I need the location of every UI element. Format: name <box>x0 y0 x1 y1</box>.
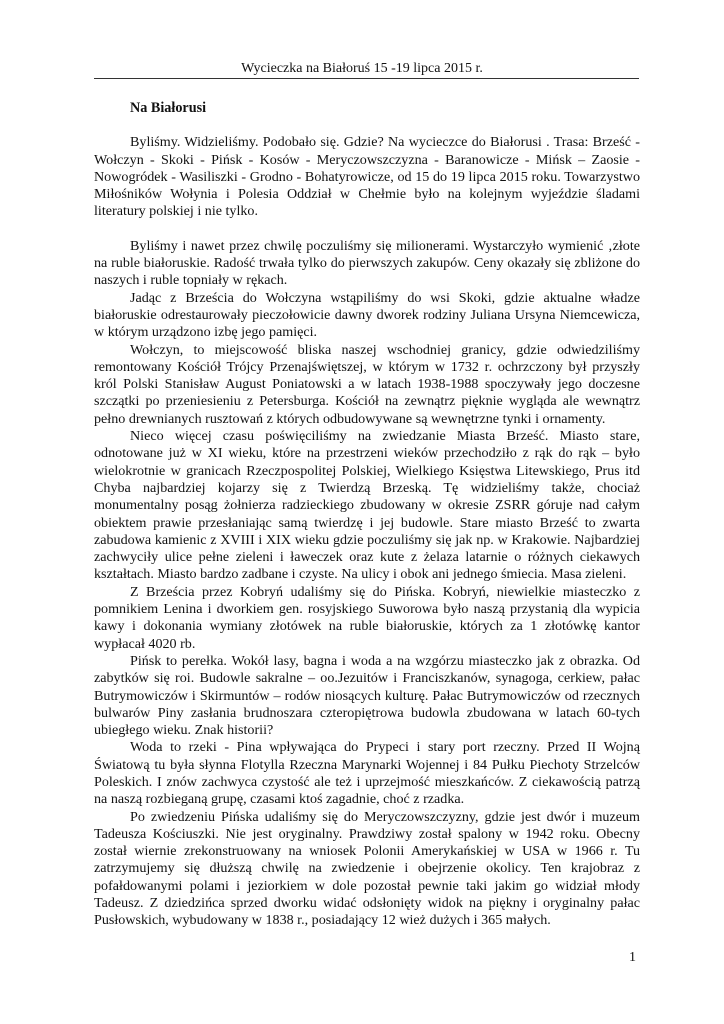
page-number: 1 <box>629 950 636 965</box>
paragraph: Z Brześcia przez Kobryń udaliśmy się do Pińska. Kobryń, niewielkie miasteczko z pomnikiem Lenina i dworkiem gen. rosyjskiego Suworowa było naszą przystanią dla wypicia kawy i dokonania wymiany złotówek na ruble białoruskie, których za 1 złotówkę kantor wypłacał 4020 rb. <box>94 583 640 652</box>
paragraph: Byliśmy i nawet przez chwilę poczuliśmy się milionerami. Wystarczyło wymienić ‚złote na ruble białoruskie. Radość trwała tylko do pierwszych zakupów. Ceny okazały się zbliżone do naszych i ruble topniały w rękach. <box>94 237 640 289</box>
document-body <box>94 100 640 930</box>
document-heading: Na Białorusi <box>130 100 207 116</box>
header-divider <box>94 78 639 79</box>
paragraph: Woda to rzeki - Pina wpływająca do Prypeci i stary port rzeczny. Przed II Wojną Światową tu była słynna Flotylla Rzeczna Marynarki Wojennej i 84 Pułku Piechoty Strzelców Poleskich. I znów zachwyca czystość ale też i uprzejmość mieszkańców. Z ciekawością patrzą na naszą rozbieganą grupę, czasami ktoś zagadnie, choć z rzadka. <box>94 739 640 808</box>
paragraph: Po zwiedzeniu Pińska udaliśmy się do Meryczowszczyzny, gdzie jest dwór i muzeum Tadeusza Kościuszki. Nie jest oryginalny. Prawdziwy został spalony w 1942 roku. Obecny został wiernie zrekonstruowany na wniosek Polonii Amerykańskiej w USA w 1966 r. Tu zatrzymujemy się dłuższą chwilę na zwiedzenie i obejrzenie okolicy. Ten krajobraz z pofałdowanymi polami i jeziorkiem w dole pozostał pewnie taki jakim go widział młody Tadeusz. Z dziedzińca sprzed dworku widać odsłonięty widok na piękny i oryginalny pałac Pusłowskich, wybudowany w 1838 r., posiadający 12 wież dużych i 365 małych. <box>94 808 640 929</box>
paragraph: Byliśmy. Widzieliśmy. Podobało się. Gdzie? Na wycieczce do Białorusi . Trasa: Brześć -Wołczyn - Skoki - Pińsk - Kosów - Meryczowszczyzna - Baranowicze - Mińsk – Zaosie - Nowogródek - Wasiliszki - Grodno - Bohatyrowicze, od 15 do 19 lipca 2015 roku. Towarzystwo Miłośników Wołynia i Polesia Oddział w Chełmie było na kolejnym wyjeździe śladami literatury polskiej i nie tylko. <box>94 134 640 220</box>
paragraph: Jadąc z Brześcia do Wołczyna wstąpiliśmy do wsi Skoki, gdzie aktualne władze białoruskie odrestaurowały pieczołowicie dawny dworek rodziny Juliana Ursyna Niemcewicza, w którym urządzono izbę jego pamięci. <box>94 289 640 341</box>
paragraph: Nieco więcej czasu poświęciliśmy na zwiedzanie Miasta Brześć. Miasto stare, odnotowane już w XI wieku, które na przestrzeni wieków przechodziło z rąk do rąk – było wielokrotnie w granicach Rzeczpospolitej Polskiej, Wielkiego Księstwa Litewskiego, Prus itd Chyba najbardziej kojarzy się z Twierdzą Brzeską. Tę widzieliśmy także, chociaż monumentalny posąg żołnierza radzieckiego zbudowany w okresie ZSRR góruje nad całym obiektem prawie przesłaniając samą twierdzę i jej budowle. Stare miasto Brześć to zwarta zabudowa kamienic z XVIII i XIX wieku gdzie poczuliśmy się jak np. w Krakowie. Najbardziej zachwyciły ulice pełne zieleni i ławeczek oraz kute z żelaza latarnie o różnych ciekawych kształtach. Miasto bardzo zadbane i czyste. Na ulicy i obok ani jednego śmiecia. Masa zieleni. <box>94 428 640 583</box>
paragraph: Pińsk to perełka. Wokół lasy, bagna i woda a na wzgórzu miasteczko jak z obrazka. Od zabytków się roi. Budowle sakralne – oo.Jezuitów i Franciszkanów, synagoga, cerkiew, pałac Butrymowiczów i Skirmuntów – rodów niosących kulturę. Pałac Butrymowiczów od rzecznych bulwarów Piny zasłania brudnoszara czteropiętrowa budowla zbudowana w latach 60-tych ubiegłego wieku. Znak historii? <box>94 652 640 739</box>
paragraph: Wołczyn, to miejscowość bliska naszej wschodniej granicy, gdzie odwiedziliśmy remontowany Kościół Trójcy Przenajświętszej, w którym w 1732 r. ochrzczony był przyszły król Polski Stanisław August Poniatowski a w latach 1938-1988 spoczywały jego doczesne szczątki po przeniesieniu z Petersburga. Kościół na zewnątrz pięknie wygląda ale wewnątrz pełno drewnianych rusztowań z których odbudowywane są wewnętrzne tynki i ornamenty. <box>94 341 640 427</box>
running-header: Wycieczka na Białoruś 15 -19 lipca 2015 r. <box>241 61 483 76</box>
